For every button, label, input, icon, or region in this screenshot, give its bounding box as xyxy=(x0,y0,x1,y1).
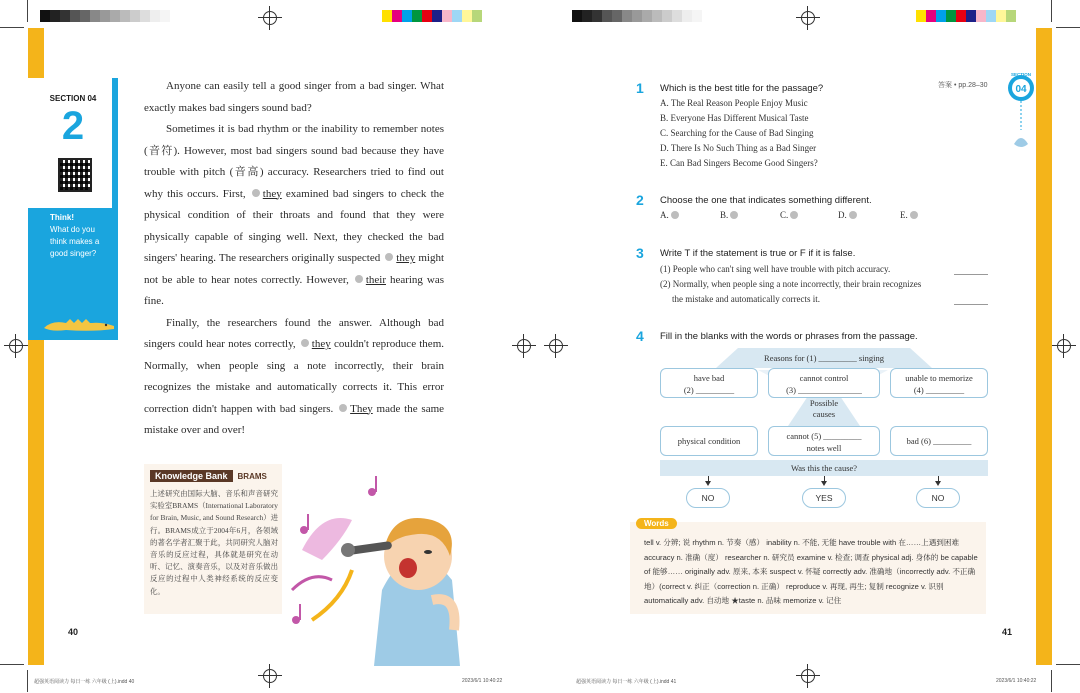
q3-statement-2a: (2) Normally, when people sing a note incorrectly, their brain recognizes xyxy=(660,279,922,289)
print-slug: 超强英语阅读力 每日一练 六年级 (上).indd 41 xyxy=(576,679,677,685)
q1-option-d[interactable]: D. There Is No Such Thing as a Bad Singer xyxy=(660,143,817,153)
q1-option-a[interactable]: A. The Real Reason People Enjoy Music xyxy=(660,98,808,108)
diagram-box-bad xyxy=(660,368,758,398)
diagram-center-line: Possible xyxy=(809,398,839,408)
crop-mark xyxy=(0,27,24,28)
crop-mark xyxy=(1051,670,1052,692)
marker-d-icon xyxy=(849,211,857,219)
registration-mark-icon xyxy=(4,334,28,358)
section-badge-icon xyxy=(1006,70,1036,160)
crop-mark xyxy=(1056,664,1080,665)
q2-option-a[interactable] xyxy=(660,210,679,220)
underlined-they-d: they xyxy=(311,338,331,350)
question-3-text: Write T if the statement is true or F if it is false. xyxy=(660,248,856,259)
question-2-number: 2 xyxy=(636,192,644,208)
question-4-number: 4 xyxy=(636,328,644,344)
question-4-text: Fill in the blanks with the words or phrases from the passage. xyxy=(660,331,918,342)
vocabulary-text: tell v. 分辨; 说 rhythm n. 节奏（感） inability n. 不能, 无能 have trouble with 在……上遇到困难 accuracy n. 准确（度） researcher n. 研究员 examine v. 检查; 调查 physical adj. 身体的 be capable of 能够…… originally adv. 原来, 本来 suspect v. 怀疑 correctly adv. 准确地（incorrectly adv. 不正确地）(correct v. 纠正（correction n. 正确） reproduce v. 再现, 再生; 复制 recognize v. 识别 automatically adv. 自动地 ★taste n. 品味 memorize v. 记住 xyxy=(644,538,978,605)
diagram-blank-4[interactable]: (4) _________ xyxy=(913,385,965,395)
underlined-they-b: they xyxy=(396,252,416,264)
diagram-box-line: have bad xyxy=(693,373,725,383)
marker-a-icon xyxy=(252,189,260,197)
diagram-center-label xyxy=(798,398,850,422)
diagram-blank-3[interactable]: (3) _______________ xyxy=(786,385,862,395)
question-3-number: 3 xyxy=(636,245,644,261)
cmyk-color-bar xyxy=(916,10,1016,22)
reasons-diagram xyxy=(658,346,990,510)
diagram-center-line: causes xyxy=(812,409,836,419)
q2-option-d[interactable] xyxy=(838,210,857,220)
cmyk-color-bar xyxy=(382,10,482,22)
print-slug-date: 2023/6/1 10:40:22 xyxy=(462,678,503,684)
think-heading: Think! xyxy=(50,213,74,222)
vocabulary-tag: Words xyxy=(636,518,677,529)
registration-mark-icon xyxy=(258,664,282,688)
passage-paragraph-3 xyxy=(144,313,444,442)
knowledge-bank-subtitle: BRAMS xyxy=(237,471,267,481)
q3-statement-1: (1) People who can't sing well have trouble with pitch accuracy. xyxy=(660,264,891,274)
q2-option-label: A. xyxy=(660,210,669,220)
crop-mark xyxy=(27,0,28,22)
registration-mark-icon xyxy=(796,6,820,30)
answer-no-2: NO xyxy=(916,488,960,508)
marker-a-icon xyxy=(671,211,679,219)
diagram-top-band: Reasons for (1) _________ singing xyxy=(764,353,884,363)
badge-label: SECTION xyxy=(1010,72,1032,77)
diagram-box-physical: physical condition xyxy=(660,426,758,456)
print-slug: 超强英语阅读力 每日一练 六年级 (上).indd 40 xyxy=(34,679,135,685)
passage-text: couldn't reproduce them. Normally, when people sing a note incorrectly, their brain recognizes the mistake and automatically corrects it. This error correction didn't happen with bad singers. xyxy=(144,338,444,415)
q2-option-c[interactable] xyxy=(780,210,798,220)
arrow-down-icon xyxy=(935,481,941,486)
registration-mark-icon xyxy=(1052,334,1076,358)
knowledge-bank-header xyxy=(150,470,267,482)
passage-text: examined bad singers to check the physical condition of their throats and found that they were physically capable of singing well. Next, they checked the bad singers' hearing. The researchers originally suspected xyxy=(144,187,445,264)
marker-e-icon xyxy=(339,404,347,412)
page-number: 41 xyxy=(1002,627,1013,637)
gray-color-bar xyxy=(40,10,170,22)
crop-mark xyxy=(1051,0,1052,22)
passage-paragraph-1: Anyone can easily tell a good singer from a bad singer. What exactly makes bad singers sound bad? xyxy=(144,80,444,114)
passage-text: made the same mistake over and over! xyxy=(144,402,445,436)
q3-answer-blank-2[interactable] xyxy=(954,304,988,305)
q1-option-c[interactable]: C. Searching for the Cause of Bad Singing xyxy=(660,128,814,138)
think-question: What do you think makes a good singer? xyxy=(50,225,100,258)
knowledge-bank-text: 上述研究由国际大脑、音乐和声音研究实验室BRAMS（International Laboratory for Brain, Music, and Sound Research）进行。BRAMS成立于2004年6月，各领域的著名学者汇聚于此，共同研究人脑对音乐的反应过程，具体就是研究在动听、记忆、演奏音乐，以及对音乐做出反应的过程中人类神经系统的反应变化。 xyxy=(150,489,278,596)
page-number: 40 xyxy=(68,627,79,637)
diagram-blank-6[interactable]: bad (6) _________ xyxy=(890,426,988,456)
registration-mark-icon xyxy=(512,334,536,358)
q2-option-e[interactable] xyxy=(900,210,918,220)
q2-option-label: C. xyxy=(780,210,789,220)
knowledge-bank-box xyxy=(144,464,282,614)
marker-c-icon xyxy=(790,211,798,219)
marker-d-icon xyxy=(301,339,309,347)
think-box xyxy=(50,212,112,260)
crop-mark xyxy=(0,664,24,665)
passage-paragraph-2 xyxy=(144,119,444,313)
q1-option-b[interactable]: B. Everyone Has Different Musical Taste xyxy=(660,113,809,123)
diagram-box-control xyxy=(768,368,880,398)
registration-mark-icon xyxy=(544,334,568,358)
diagram-box-line: unable to memorize xyxy=(905,373,973,383)
qr-code-icon[interactable] xyxy=(58,158,92,192)
passage-text: Finally, the researchers found the answer. Although bad singers could hear notes correctly, xyxy=(144,316,444,350)
diagram-blank-5[interactable]: cannot (5) _________ xyxy=(786,431,862,441)
gray-color-bar xyxy=(572,10,702,22)
diagram-box-line: notes well xyxy=(806,443,842,453)
print-slug-date: 2023/6/1 10:40:22 xyxy=(996,678,1037,684)
q3-answer-blank-1[interactable] xyxy=(954,274,988,275)
arrow-down-icon xyxy=(821,481,827,486)
diagram-bottom-band: Was this the cause? xyxy=(660,460,988,476)
reading-passage xyxy=(144,76,444,442)
question-2-text: Choose the one that indicates something different. xyxy=(660,195,872,206)
crop-mark xyxy=(27,670,28,692)
answer-yes: YES xyxy=(802,488,846,508)
arrow-down-icon xyxy=(705,481,711,486)
underlined-they-a: they xyxy=(262,187,282,200)
q2-option-label: B. xyxy=(720,210,729,220)
q2-option-label: D. xyxy=(838,210,847,220)
question-1-text: Which is the best title for the passage? xyxy=(660,83,824,94)
singing-boy-illustration xyxy=(282,470,472,666)
marker-c-icon xyxy=(355,275,363,283)
diagram-box-notes xyxy=(768,426,880,456)
question-1-number: 1 xyxy=(636,80,644,96)
crop-mark xyxy=(1056,27,1080,28)
q1-option-e[interactable]: E. Can Bad Singers Become Good Singers? xyxy=(660,158,818,168)
page-edge-strip xyxy=(1036,28,1052,665)
registration-mark-icon xyxy=(796,664,820,688)
q3-statement-2b: the mistake and automatically corrects it. xyxy=(672,294,820,304)
diagram-blank-2[interactable]: (2) _________ xyxy=(683,385,735,395)
underlined-their-c: their xyxy=(365,273,386,286)
marker-b-icon xyxy=(730,211,738,219)
right-page xyxy=(540,0,1080,693)
section-number: 2 xyxy=(61,104,85,148)
section-label: SECTION 04 xyxy=(49,94,97,103)
passage-text: might not be able to hear notes correctly. However, xyxy=(144,252,445,286)
diagram-box-line: cannot control xyxy=(799,373,849,383)
answer-no-1: NO xyxy=(686,488,730,508)
answer-reference: 答案 • pp.28–30 xyxy=(938,82,988,89)
diagram-box-memorize xyxy=(890,368,988,398)
underlined-they-e: They xyxy=(350,402,373,415)
registration-mark-icon xyxy=(258,6,282,30)
section-side-tab xyxy=(28,78,118,340)
crocodile-icon xyxy=(42,314,116,334)
passage-text: Sometimes it is bad rhythm or the inability to remember notes (音符). However, most bad singers sound bad because they have trouble with pitch (音高) accuracy. Researchers tried to find out why this occurs. First, xyxy=(144,123,444,200)
q2-option-label: E. xyxy=(900,210,908,220)
q2-option-b[interactable] xyxy=(720,210,738,220)
passage-text: hearing was fine. xyxy=(144,273,444,307)
badge-number: 04 xyxy=(1015,84,1027,95)
marker-b-icon xyxy=(385,253,393,261)
knowledge-bank-title: Knowledge Bank xyxy=(150,470,233,482)
marker-e-icon xyxy=(910,211,918,219)
